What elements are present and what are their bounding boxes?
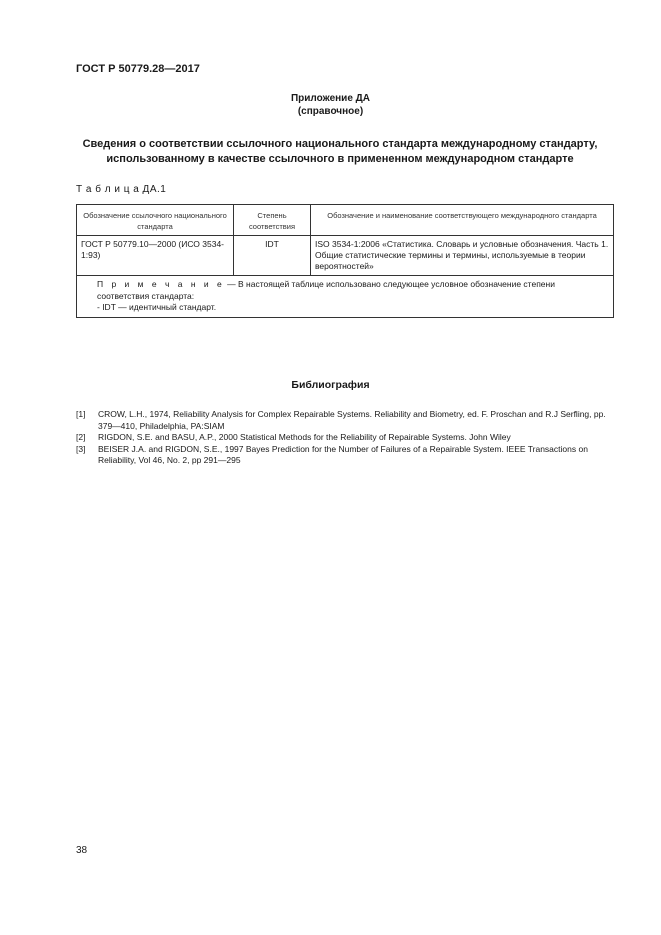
annex-heading: Сведения о соответствии ссылочного национального стандарта международному стандарту, использованному в качестве ссылочного в примененном международном стандарте — [82, 138, 598, 165]
bibliography-entry — [76, 444, 616, 467]
table-note — [77, 276, 614, 318]
cell-international-standard: ISO 3534-1:2006 «Статистика. Словарь и условные обозначения. Часть 1. Общие статистические термины и термины, используемые в теории вероятностей» — [311, 236, 614, 276]
annex-title: Приложение ДА — [290, 93, 371, 104]
bibliography-number: [1] — [76, 409, 86, 419]
note-line — [81, 279, 609, 302]
table-note-row — [77, 276, 614, 318]
cell-degree: IDT — [234, 236, 311, 276]
annex-subtitle: (справочное) — [297, 106, 364, 117]
cell-national-standard: ГОСТ Р 50779.10—2000 (ИСО 3534-1:93) — [77, 236, 234, 276]
note-item: - IDT — идентичный стандарт. — [97, 302, 217, 312]
correspondence-table — [76, 204, 614, 318]
bibliography-number: [2] — [76, 432, 86, 442]
table-row — [77, 236, 614, 276]
table-caption: Т а б л и ц а ДА.1 — [76, 184, 167, 195]
header-national-standard: Обозначение ссылочного национального стандарта — [77, 205, 234, 236]
table-header-row — [77, 205, 614, 236]
header-degree: Степень соответствия — [234, 205, 311, 236]
bibliography-number: [3] — [76, 443, 86, 454]
bibliography-entry — [76, 432, 616, 444]
document-header: ГОСТ Р 50779.28—2017 — [76, 63, 200, 75]
bibliography-title: Библиография — [291, 379, 370, 391]
page-number: 38 — [76, 845, 88, 856]
header-international-standard: Обозначение и наименование соответствующего международного стандарта — [311, 205, 614, 236]
bibliography-text: RIGDON, S.E. and BASU, A.P., 2000 Statistical Methods for the Reliability of Repairable Systems. John Wiley — [98, 432, 511, 442]
bibliography-text: CROW, L.H., 1974, Reliability Analysis for Complex Repairable Systems. Reliability and Biometry, ed. F. Proschan and R.J Serfling, pp. 379—410, Philadelphia, PA:SIAM — [98, 409, 606, 431]
note-text: — В настоящей таблице использовано следующее условное обозначение степени соответствия стандарта: — [97, 279, 555, 301]
note-label: П р и м е ч а н и е — [97, 279, 225, 289]
bibliography-text: BEISER J.A. and RIGDON, S.E., 1997 Bayes Prediction for the Number of Failures of a Repairable System. IEEE Transactions on Reliability, Vol 46, No. 2, pp 291—295 — [98, 443, 588, 465]
bibliography-list — [76, 409, 616, 467]
bibliography-entry — [76, 409, 616, 432]
